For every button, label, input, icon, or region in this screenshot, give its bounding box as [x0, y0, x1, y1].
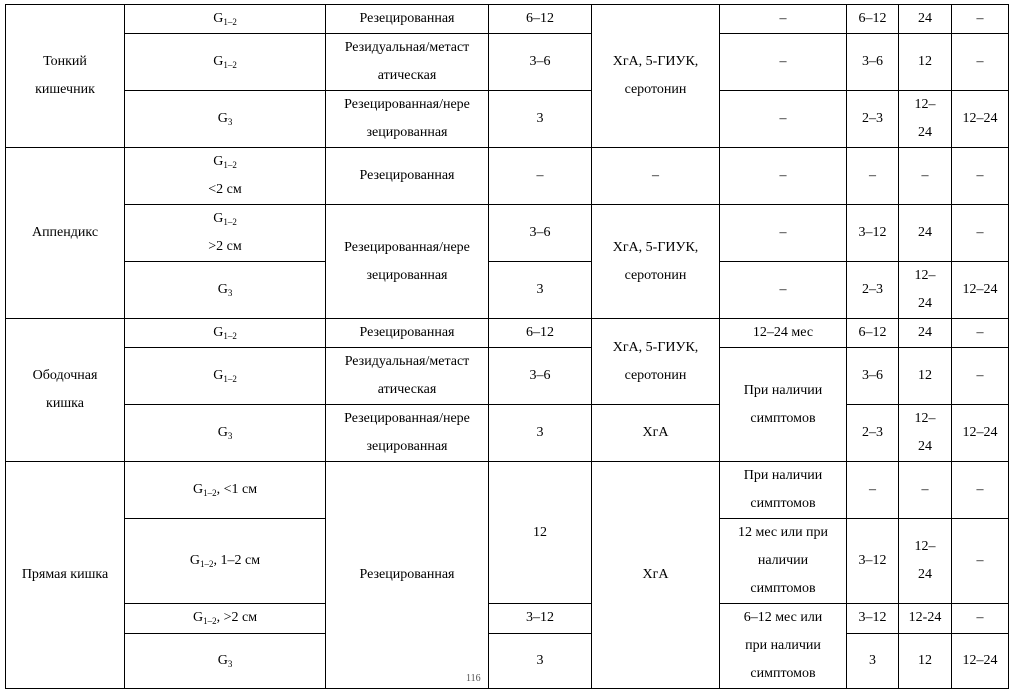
table-row	[6, 348, 1009, 405]
symptom-cell: –	[720, 262, 847, 319]
symptom-cell: 12–24 мес	[720, 319, 847, 348]
symptom-cell: –	[720, 5, 847, 34]
organ-cell: Аппендикс	[6, 148, 125, 319]
value-cell: 24	[899, 205, 952, 262]
value-cell: 12– 24	[899, 519, 952, 604]
value-cell: –	[952, 5, 1009, 34]
interval-cell: 3–6	[489, 348, 592, 405]
interval-cell: 6–12	[489, 319, 592, 348]
markers-cell: –	[592, 148, 720, 205]
interval-cell: 3–6	[489, 34, 592, 91]
grade-cell: $G_{1-2}$	[125, 34, 326, 91]
resection-cell: Резидуальная/метаст атическая	[326, 34, 489, 91]
value-cell: –	[952, 148, 1009, 205]
interval-cell: 3	[489, 91, 592, 148]
value-cell: –	[847, 462, 899, 519]
markers-cell: ХгА, 5-ГИУК, серотонин	[592, 205, 720, 319]
table-row	[6, 319, 1009, 348]
markers-cell: ХгА, 5-ГИУК, серотонин	[592, 5, 720, 148]
value-cell: 12	[899, 633, 952, 688]
value-cell: 12–24	[952, 633, 1009, 688]
symptom-cell: –	[720, 34, 847, 91]
page-number: 116	[466, 673, 481, 684]
value-cell: 24	[899, 5, 952, 34]
table-row	[6, 205, 1009, 262]
table-row	[6, 148, 1009, 205]
grade-cell: $G_{1-2}$, <1 см	[125, 462, 326, 519]
interval-cell: 3–12	[489, 604, 592, 634]
symptom-cell: –	[720, 205, 847, 262]
grade-cell: $G_{1-2}$ >2 см	[125, 205, 326, 262]
resection-cell: Резецированная/нере зецированная	[326, 405, 489, 462]
value-cell: –	[952, 34, 1009, 91]
value-cell: –	[899, 462, 952, 519]
value-cell: –	[847, 148, 899, 205]
value-cell: 6–12	[847, 5, 899, 34]
resection-cell: Резецированная	[326, 319, 489, 348]
value-cell: –	[952, 604, 1009, 634]
resection-cell: Резецированная/нере зецированная	[326, 205, 489, 319]
table-row	[6, 405, 1009, 462]
value-cell: 3–6	[847, 34, 899, 91]
symptom-cell: –	[720, 148, 847, 205]
value-cell: 12-24	[899, 604, 952, 634]
value-cell: 12	[899, 348, 952, 405]
symptom-cell: –	[720, 91, 847, 148]
grade-cell: $G_{1-2}$	[125, 348, 326, 405]
value-cell: 24	[899, 319, 952, 348]
grade-cell: $G_{1-2}$	[125, 5, 326, 34]
value-cell: 3	[847, 633, 899, 688]
resection-cell: Резецированная	[326, 462, 489, 689]
value-cell: 2–3	[847, 91, 899, 148]
value-cell: 12–24	[952, 262, 1009, 319]
table-row	[6, 91, 1009, 148]
value-cell: –	[952, 319, 1009, 348]
resection-cell: Резецированная	[326, 5, 489, 34]
value-cell: 3–6	[847, 348, 899, 405]
markers-cell: ХгА, 5-ГИУК, серотонин	[592, 319, 720, 405]
table-row	[6, 604, 1009, 634]
interval-cell: 3	[489, 633, 592, 688]
value-cell: 2–3	[847, 262, 899, 319]
table-row	[6, 34, 1009, 91]
markers-cell: ХгА	[592, 405, 720, 462]
grade-cell: $G_3$	[125, 262, 326, 319]
follow-up-table	[5, 4, 1009, 689]
grade-cell: $G_{1-2}$ <2 см	[125, 148, 326, 205]
value-cell: –	[952, 519, 1009, 604]
value-cell: 12	[899, 34, 952, 91]
value-cell: 12–24	[952, 405, 1009, 462]
resection-cell: Резецированная	[326, 148, 489, 205]
resection-cell: Резецированная/нере зецированная	[326, 91, 489, 148]
grade-cell: $G_3$	[125, 633, 326, 688]
interval-cell: 3	[489, 262, 592, 319]
symptom-cell: 12 мес или при наличии симптомов	[720, 519, 847, 604]
organ-cell: Ободочная кишка	[6, 319, 125, 462]
value-cell: –	[952, 462, 1009, 519]
value-cell: 12–24	[952, 91, 1009, 148]
grade-cell: $G_{1-2}$	[125, 319, 326, 348]
value-cell: –	[952, 205, 1009, 262]
interval-cell: 3–6	[489, 205, 592, 262]
value-cell: 12– 24	[899, 262, 952, 319]
table-row	[6, 5, 1009, 34]
organ-cell: Прямая кишка	[6, 462, 125, 689]
grade-cell: $G_{1-2}$, 1–2 см	[125, 519, 326, 604]
value-cell: 12– 24	[899, 91, 952, 148]
organ-cell: Тонкий кишечник	[6, 5, 125, 148]
table-row	[6, 462, 1009, 519]
value-cell: 3–12	[847, 519, 899, 604]
grade-cell: $G_3$	[125, 405, 326, 462]
symptom-cell: При наличии симптомов	[720, 348, 847, 462]
value-cell: 3–12	[847, 604, 899, 634]
value-cell: 2–3	[847, 405, 899, 462]
table-row	[6, 262, 1009, 319]
grade-cell: $G_{1-2}$, >2 см	[125, 604, 326, 634]
interval-cell: 12	[489, 462, 592, 604]
symptom-cell: 6–12 мес или при наличии симптомов	[720, 604, 847, 689]
value-cell: –	[952, 348, 1009, 405]
interval-cell: 6–12	[489, 5, 592, 34]
value-cell: 3–12	[847, 205, 899, 262]
interval-cell: –	[489, 148, 592, 205]
value-cell: 12– 24	[899, 405, 952, 462]
value-cell: –	[899, 148, 952, 205]
grade-cell: $G_3$	[125, 91, 326, 148]
table-row	[6, 633, 1009, 688]
markers-cell: ХгА	[592, 462, 720, 689]
interval-cell: 3	[489, 405, 592, 462]
value-cell: 6–12	[847, 319, 899, 348]
symptom-cell: При наличии симптомов	[720, 462, 847, 519]
resection-cell: Резидуальная/метаст атическая	[326, 348, 489, 405]
